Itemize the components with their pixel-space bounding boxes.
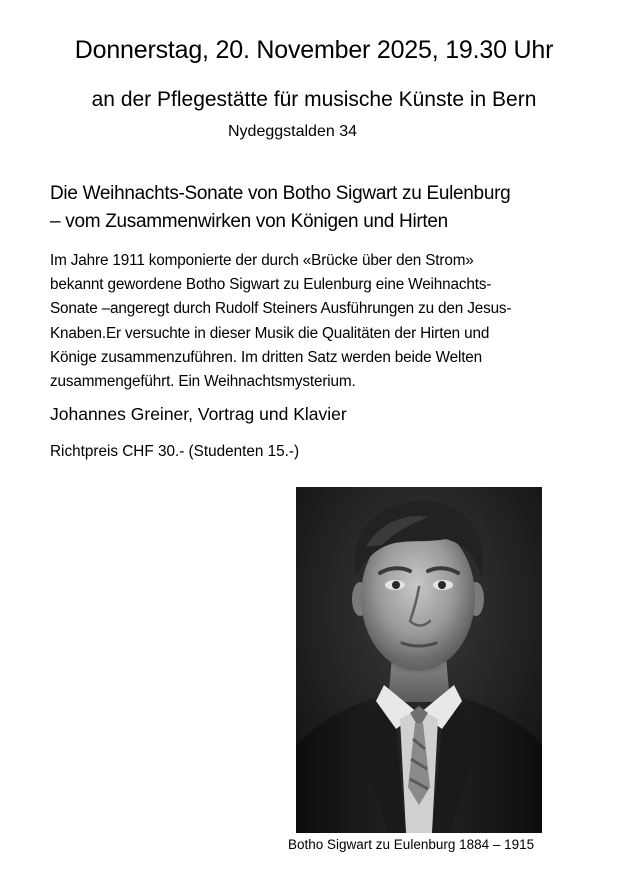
lecture-title-line: Die Weihnachts-Sonate von Botho Sigwart zu Eulenburg [50, 183, 511, 204]
description-line: Könige zusammenzuführen. Im dritten Satz werden beide Welten [50, 348, 483, 366]
portrait-caption: Botho Sigwart zu Eulenburg 1884 – 1915 [288, 837, 535, 852]
event-venue: an der Pflegestätte für musische Künste in Bern [91, 88, 537, 111]
lecture-description [50, 249, 570, 394]
price-line: Richtpreis CHF 30.- (Studenten 15.-) [50, 443, 300, 460]
description-line: bekannt gewordene Botho Sigwart zu Eulenburg eine Weihnachts- [50, 276, 492, 294]
lecture-title [50, 180, 510, 236]
event-date-time: Donnerstag, 20. November 2025, 19.30 Uhr [74, 36, 554, 64]
description-line: zusammengeführt. Ein Weihnachtsmysterium. [50, 373, 356, 391]
presenter-line: Johannes Greiner, Vortrag und Klavier [50, 404, 347, 424]
lecture-title-line: – vom Zusammenwirken von Königen und Hirten [50, 211, 448, 232]
description-line: Sonate –angeregt durch Rudolf Steiners Ausführungen zu den Jesus- [50, 300, 512, 318]
event-address: Nydeggstalden 34 [228, 123, 357, 140]
portrait-photo [296, 487, 542, 833]
description-line: Knaben.Er versuchte in dieser Musik die Qualitäten der Hirten und [50, 324, 490, 342]
description-line: Im Jahre 1911 komponierte der durch «Brücke über den Strom» [50, 252, 474, 269]
